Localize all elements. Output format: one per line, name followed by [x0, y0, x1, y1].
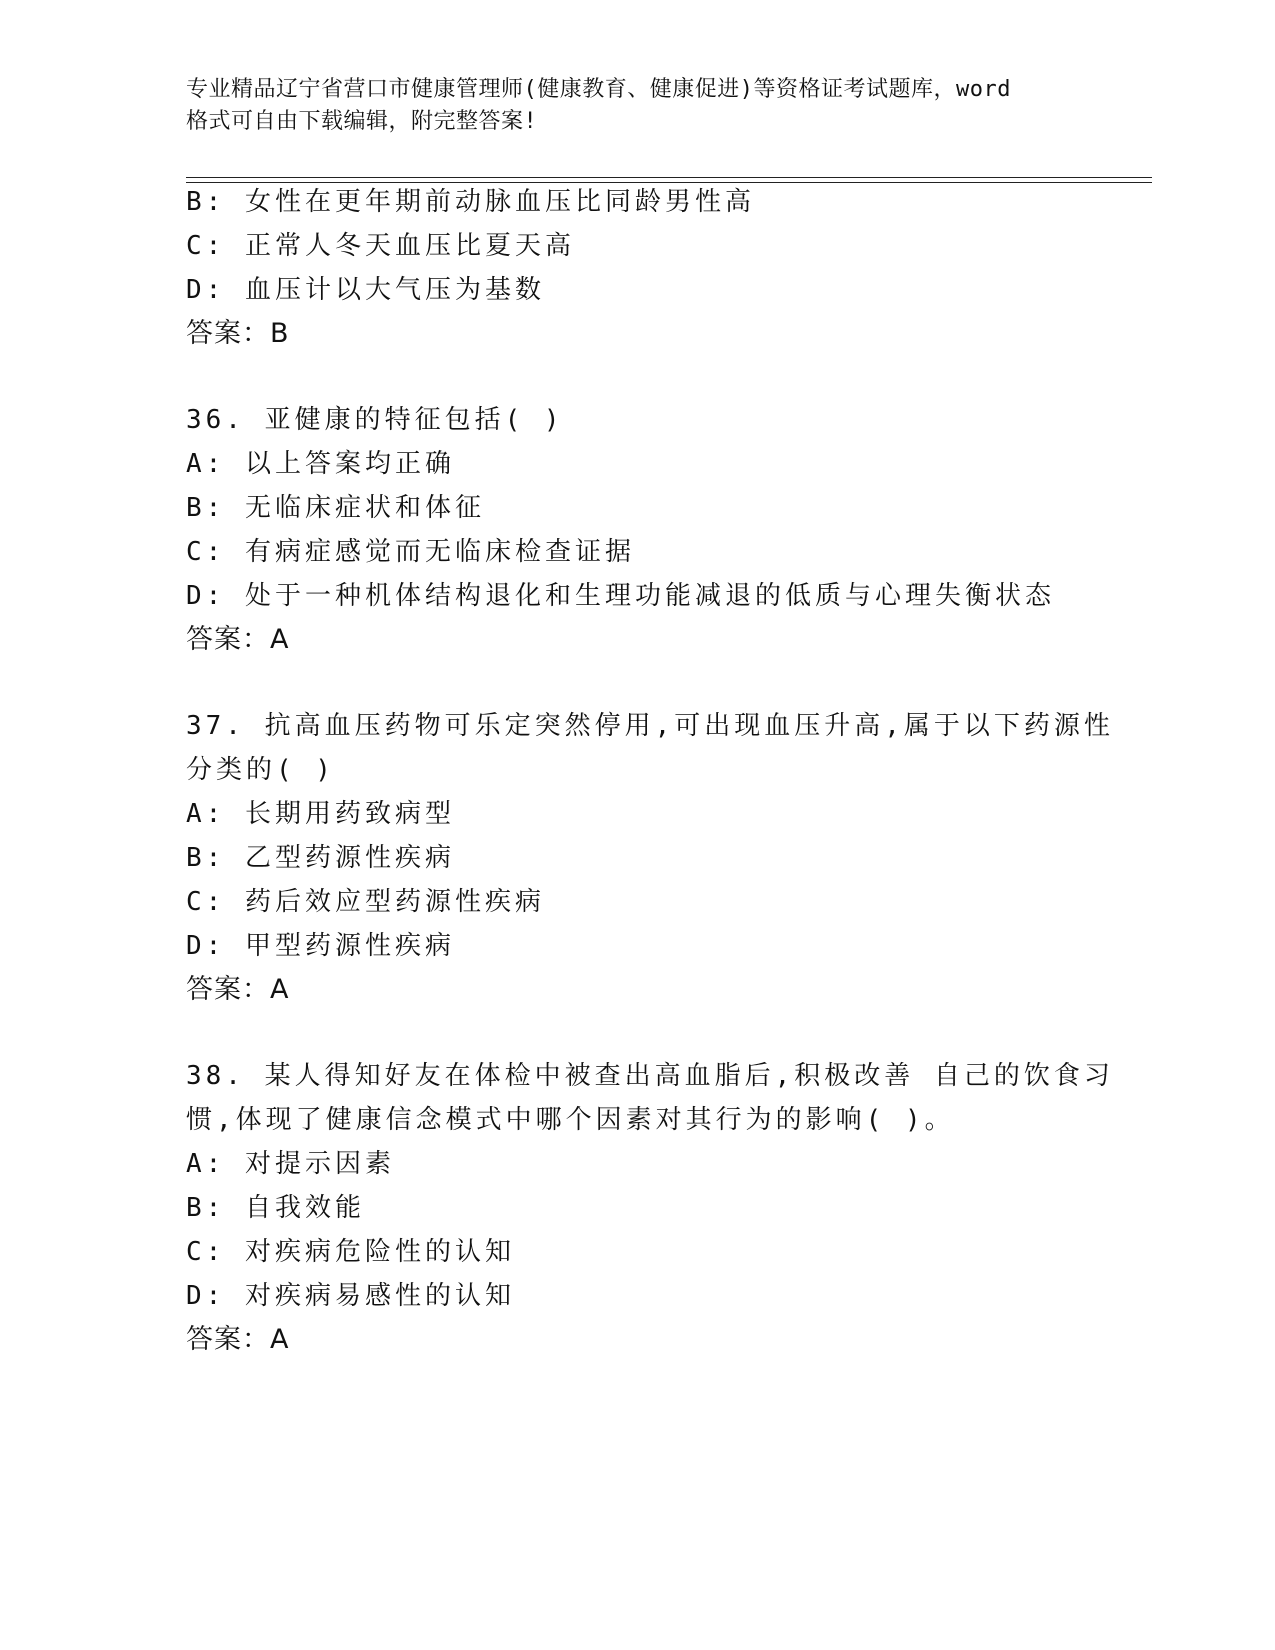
- q35-option-b: B: 女性在更年期前动脉血压比同龄男性高: [186, 187, 755, 217]
- q37-option-a: A: 长期用药致病型: [186, 799, 455, 829]
- q38-option-a: A: 对提示因素: [186, 1149, 395, 1179]
- header-line-1: 专业精品辽宁省营口市健康管理师(健康教育、健康促进)等资格证考试题库，word: [186, 77, 1011, 102]
- q37-option-b: B: 乙型药源性疾病: [186, 843, 455, 873]
- q38-answer: 答案：A: [186, 1324, 290, 1355]
- q36-stem: 36. 亚健康的特征包括( ): [186, 405, 564, 435]
- q37-option-d: D: 甲型药源性疾病: [186, 931, 455, 961]
- q36-option-a: A: 以上答案均正确: [186, 449, 455, 479]
- q36-answer: 答案：A: [186, 624, 290, 655]
- document-header: [186, 74, 1106, 138]
- q38-option-d: D: 对疾病易感性的认知: [186, 1281, 515, 1311]
- q35-option-d: D: 血压计以大气压为基数: [186, 275, 545, 305]
- q36-option-d: D: 处于一种机体结构退化和生理功能减退的低质与心理失衡状态: [186, 581, 1055, 611]
- q37-stem-line-1: 37. 抗高血压药物可乐定突然停用,可出现血压升高,属于以下药源性: [186, 711, 1114, 741]
- q35-option-c: C: 正常人冬天血压比夏天高: [186, 231, 575, 261]
- q36-option-b: B: 无临床症状和体征: [186, 493, 485, 523]
- header-divider-bottom: [186, 182, 1152, 183]
- q38-option-c: C: 对疾病危险性的认知: [186, 1237, 515, 1267]
- q38-option-b: B: 自我效能: [186, 1193, 365, 1223]
- header-line-2: 格式可自由下载编辑，附完整答案!: [186, 109, 538, 134]
- q37-stem-line-2: 分类的( ): [186, 755, 335, 785]
- q36-option-c: C: 有病症感觉而无临床检查证据: [186, 537, 635, 567]
- header-divider-top: [186, 177, 1152, 178]
- q35-answer: 答案：B: [186, 318, 290, 349]
- q38-stem-line-1: 38. 某人得知好友在体检中被查出高血脂后,积极改善 自己的饮食习: [186, 1061, 1114, 1091]
- q37-answer: 答案：A: [186, 974, 290, 1005]
- q37-option-c: C: 药后效应型药源性疾病: [186, 887, 545, 917]
- q38-stem-line-2: 惯,体现了健康信念模式中哪个因素对其行为的影响( )。: [186, 1105, 955, 1135]
